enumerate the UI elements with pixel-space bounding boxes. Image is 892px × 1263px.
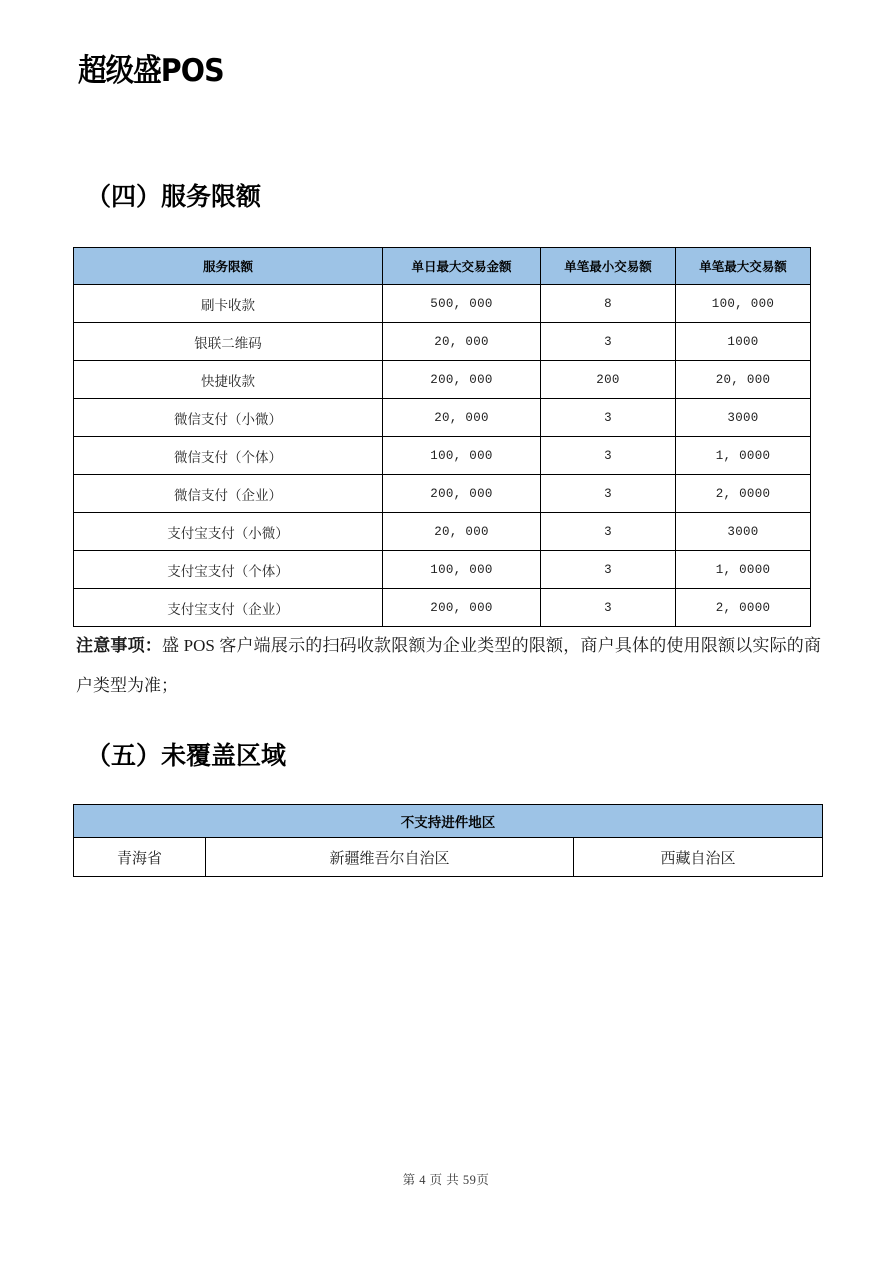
cell-daily-max: 100, 000: [383, 437, 541, 475]
cell-daily-max: 200, 000: [383, 361, 541, 399]
cell-txn-max: 1000: [676, 323, 811, 361]
table-row: [74, 437, 811, 475]
cell-daily-max: 200, 000: [383, 475, 541, 513]
cell-daily-max: 20, 000: [383, 513, 541, 551]
cell-txn-min: 200: [541, 361, 676, 399]
cell-txn-max: 100, 000: [676, 285, 811, 323]
table-row: [74, 838, 823, 877]
section-heading-service-limits: （四）服务限额: [86, 184, 262, 211]
service-limits-table: [73, 247, 811, 627]
cell-txn-max: 3000: [676, 399, 811, 437]
cell-service: 微信支付（小微）: [74, 399, 383, 437]
cell-txn-min: 3: [541, 399, 676, 437]
cell-txn-min: 8: [541, 285, 676, 323]
table-row: [74, 513, 811, 551]
cell-daily-max: 100, 000: [383, 551, 541, 589]
table-header-row: [74, 248, 811, 285]
table-row: [74, 551, 811, 589]
cell-service: 快捷收款: [74, 361, 383, 399]
column-header-txn-max: 单笔最大交易额: [676, 248, 811, 285]
note-label: 注意事项：: [76, 636, 162, 655]
cell-txn-max: 3000: [676, 513, 811, 551]
column-header-service: 服务限额: [74, 248, 383, 285]
table-row: [74, 475, 811, 513]
cell-daily-max: 20, 000: [383, 399, 541, 437]
cell-txn-max: 2, 0000: [676, 589, 811, 627]
column-header-daily-max: 单日最大交易金额: [383, 248, 541, 285]
cell-txn-max: 1, 0000: [676, 551, 811, 589]
cell-txn-max: 20, 000: [676, 361, 811, 399]
cell-service: 微信支付（企业）: [74, 475, 383, 513]
limits-note: [76, 626, 821, 706]
table-row: [74, 323, 811, 361]
column-header-txn-min: 单笔最小交易额: [541, 248, 676, 285]
cell-service: 支付宝支付（小微）: [74, 513, 383, 551]
section-heading-uncovered-regions: （五）未覆盖区域: [86, 743, 287, 770]
cell-service: 刷卡收款: [74, 285, 383, 323]
cell-txn-max: 2, 0000: [676, 475, 811, 513]
note-body: 盛 POS 客户端展示的扫码收款限额为企业类型的限额，商户具体的使用限额以实际的商户类型为准；: [76, 636, 822, 695]
page-footer: 第 4 页 共 59页: [402, 1173, 490, 1187]
cell-txn-min: 3: [541, 475, 676, 513]
cell-service: 支付宝支付（个体）: [74, 551, 383, 589]
cell-service: 微信支付（个体）: [74, 437, 383, 475]
cell-region: 青海省: [74, 838, 206, 877]
cell-txn-min: 3: [541, 323, 676, 361]
cell-daily-max: 200, 000: [383, 589, 541, 627]
table-row: [74, 399, 811, 437]
cell-region: 西藏自治区: [574, 838, 823, 877]
cell-daily-max: 500, 000: [383, 285, 541, 323]
cell-service: 银联二维码: [74, 323, 383, 361]
cell-txn-min: 3: [541, 513, 676, 551]
cell-txn-max: 1, 0000: [676, 437, 811, 475]
cell-daily-max: 20, 000: [383, 323, 541, 361]
cell-txn-min: 3: [541, 437, 676, 475]
unsupported-regions-table: [73, 804, 823, 877]
column-header-unsupported-regions: 不支持进件地区: [74, 805, 823, 838]
table-row: [74, 361, 811, 399]
cell-service: 支付宝支付（企业）: [74, 589, 383, 627]
cell-txn-min: 3: [541, 589, 676, 627]
table-header-row: [74, 805, 823, 838]
cell-region: 新疆维吾尔自治区: [206, 838, 574, 877]
table-row: [74, 589, 811, 627]
table-row: [74, 285, 811, 323]
cell-txn-min: 3: [541, 551, 676, 589]
brand-logo: 超级盛POS: [78, 53, 224, 89]
